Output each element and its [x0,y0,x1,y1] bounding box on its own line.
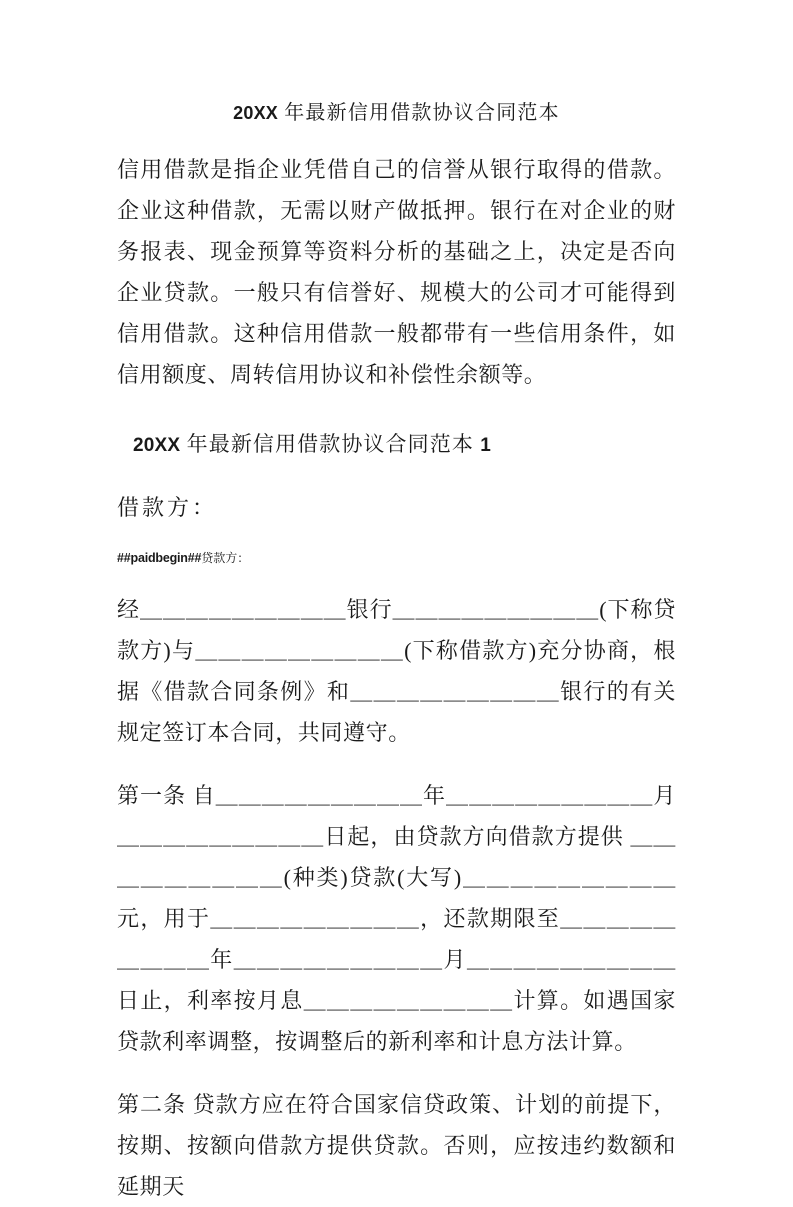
borrower-label: 借款方： [117,495,218,520]
paid-begin-marker [117,527,676,567]
article-two-paragraph: 第二条 贷款方应在符合国家信贷政策、计划的前提下，按期、按额向借款方提供贷款。否则，应按违约数额和延期天 [117,1092,676,1199]
document-body [117,0,676,1207]
section-heading-year: 20XX [133,435,181,456]
preamble-paragraph: 经＿＿＿＿＿＿＿＿＿银行＿＿＿＿＿＿＿＿＿(下称贷款方)与＿＿＿＿＿＿＿＿＿(下称借款方)充分协商，根据《借款合同条例》和＿＿＿＿＿＿＿＿＿银行的有关规定签订本合同，共同遵守。 [117,597,676,745]
article-one-paragraph: 第一条 自＿＿＿＿＿＿＿＿＿年＿＿＿＿＿＿＿＿＿月＿＿＿＿＿＿＿＿＿日起，由贷款方向借款方提供 ＿＿＿＿＿＿＿＿＿(种类)贷款(大写)＿＿＿＿＿＿＿＿＿元，用于＿＿＿＿＿＿＿＿＿，还款期限至＿＿＿＿＿＿＿＿＿年＿＿＿＿＿＿＿＿＿月＿＿＿＿＿＿＿＿＿日止，利率按月息＿＿＿＿＿＿＿＿＿计算。如遇国家贷款利率调整，按调整后的新利率和计息方法计算。 [117,783,676,1054]
section-heading-index: 1 [480,435,492,456]
intro-paragraph: 信用借款是指企业凭借自己的信誉从银行取得的借款。企业这种借款，无需以财产做抵押。银行在对企业的财务报表、现金预算等资料分析的基础之上，决定是否向企业贷款。一般只有信誉好、规模大的公司才可能得到信用借款。这种信用借款一般都带有一些信用条件，如信用额度、周转信用协议和补偿性余额等。 [117,157,676,387]
page-title-year: 20XX [233,103,279,123]
lender-label: 贷款方： [201,551,250,565]
section-heading-text: 年最新信用借款协议合同范本 [180,432,481,456]
section-heading [117,395,676,465]
paid-begin-token: ##paidbegin## [117,551,202,565]
page-title-text: 年最新信用借款协议合同范本 [278,102,560,124]
page-title [117,0,676,127]
